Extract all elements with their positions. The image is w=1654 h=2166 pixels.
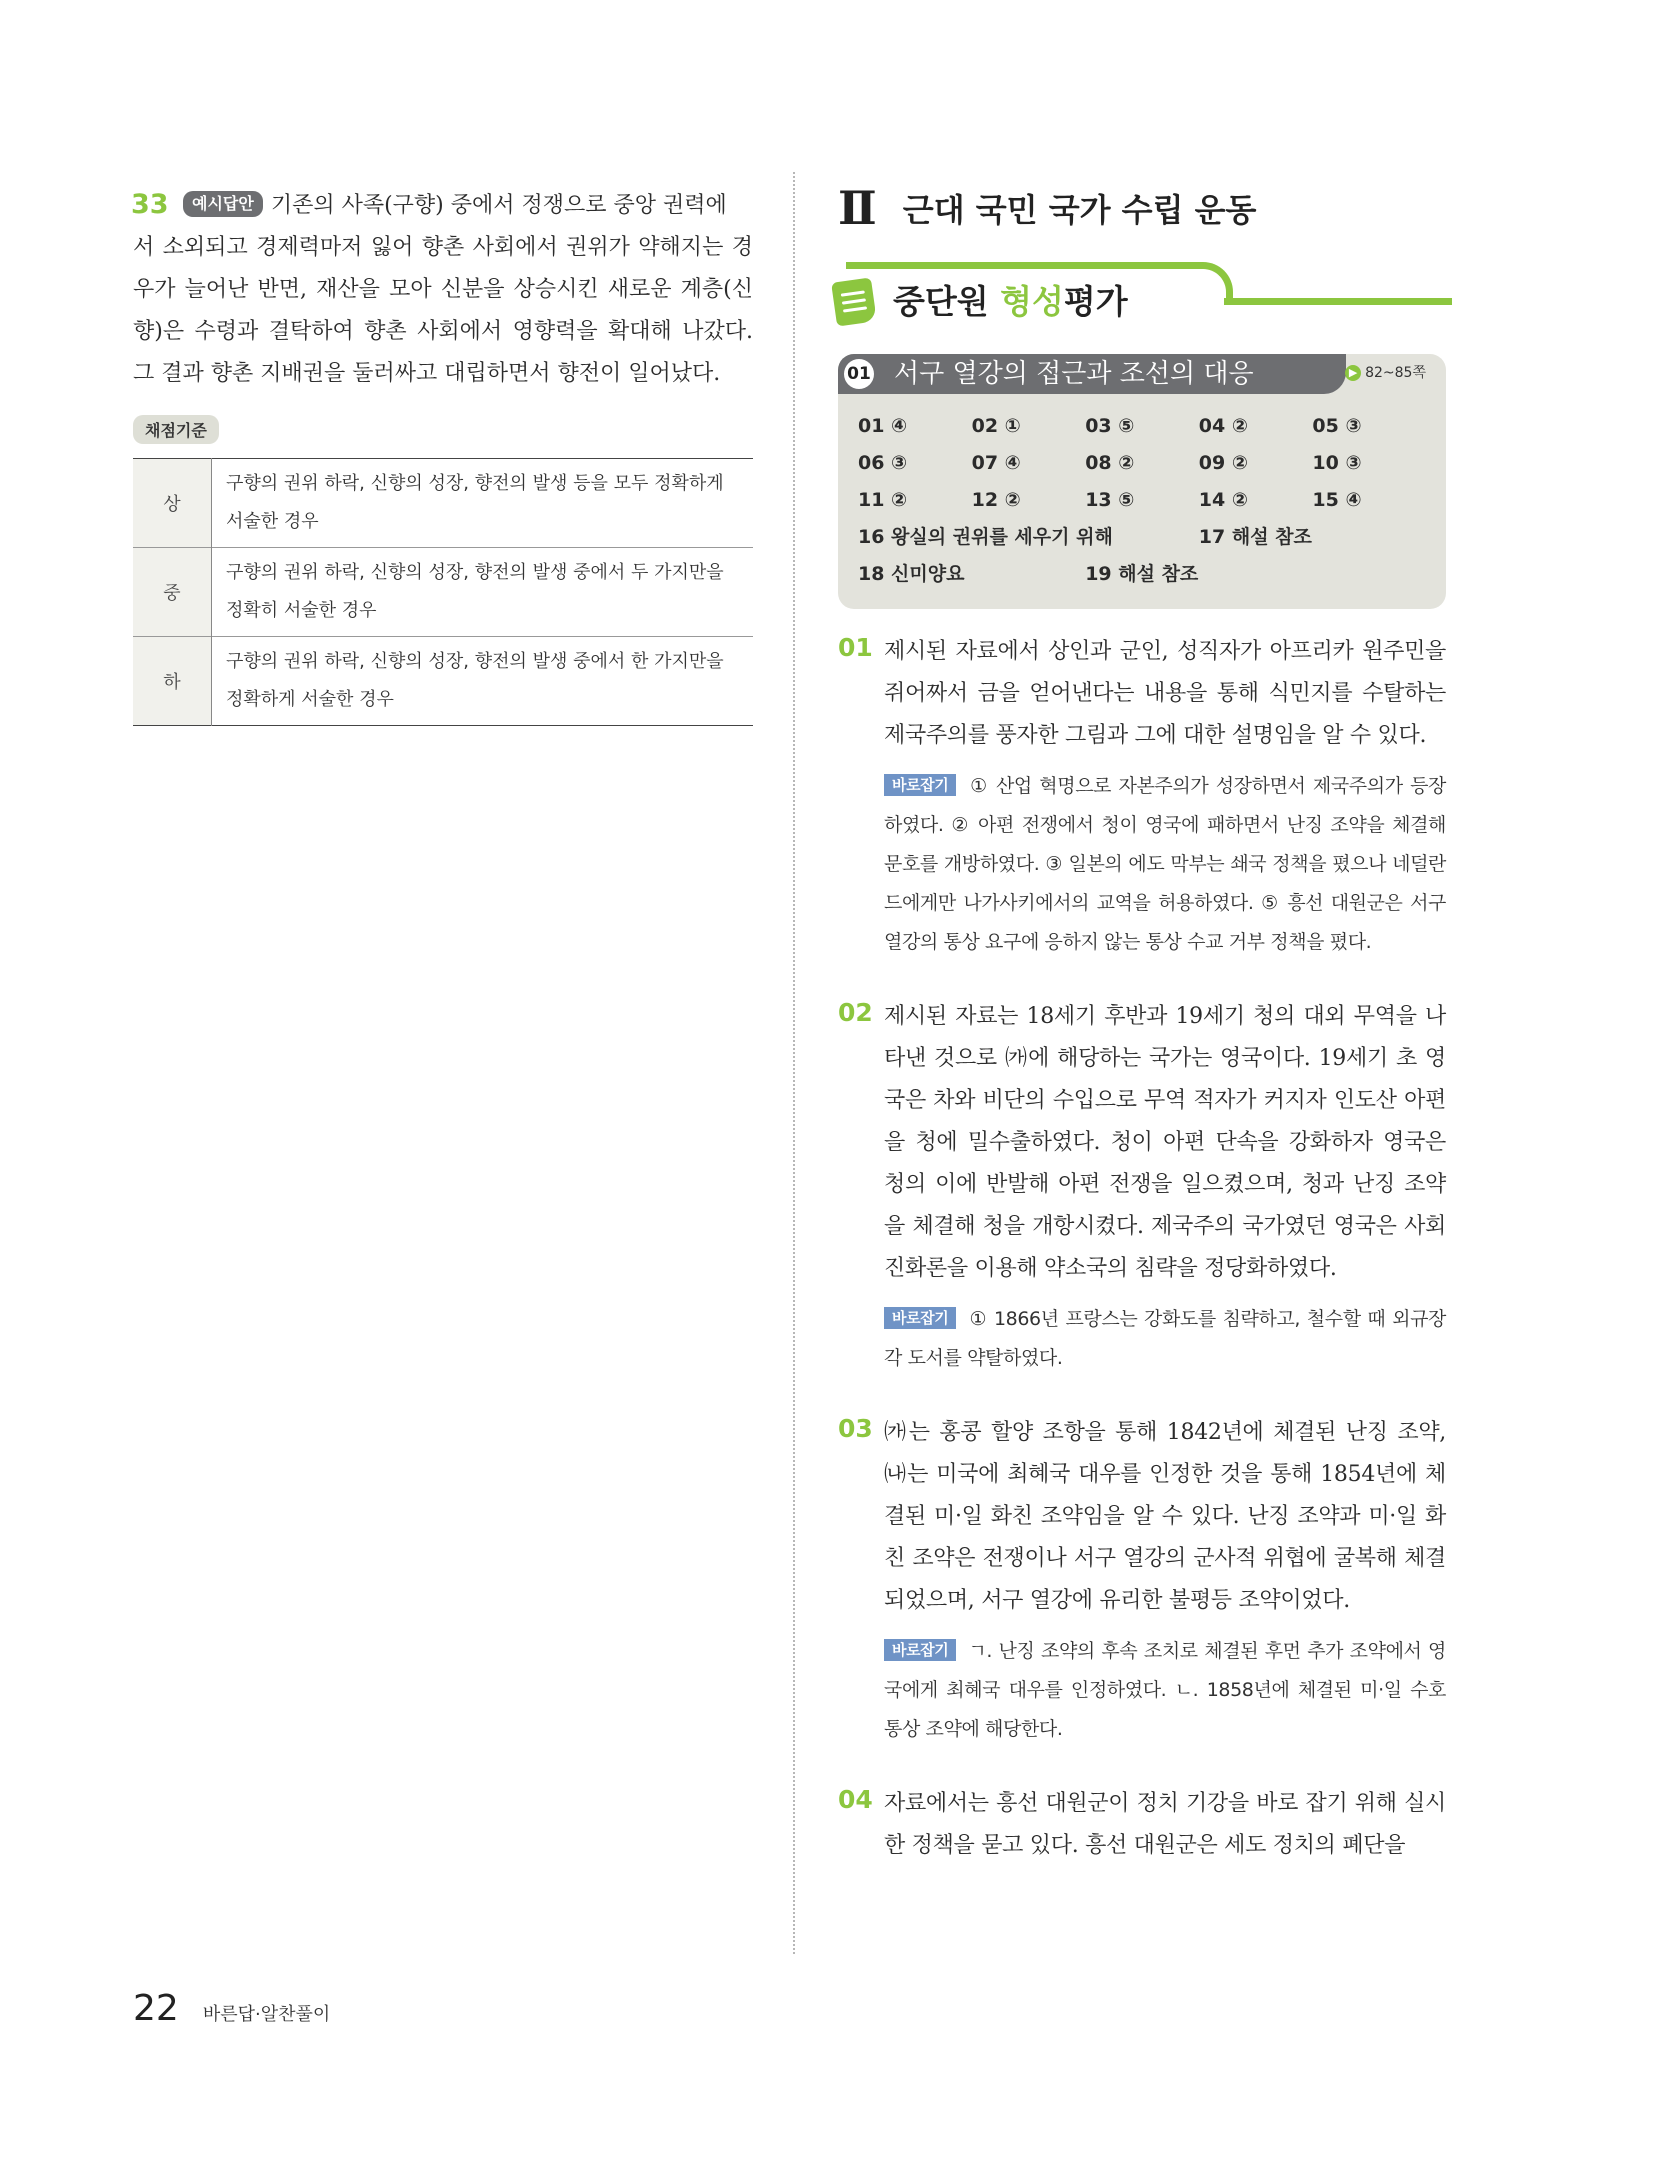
column-divider (793, 172, 795, 1954)
unit-name: 근대 국민 국가 수립 운동 (902, 191, 1257, 229)
correction-tag: 바로잡기 (884, 1639, 956, 1661)
criteria-desc: 구향의 권위 하락, 신향의 성장, 향전의 발생 중에서 한 가지만을 정확하게 서술한 경우 (226, 651, 724, 710)
answer-item: 16 왕실의 권위를 세우기 위해 (858, 526, 1113, 548)
correction-tag: 바로잡기 (884, 1307, 956, 1329)
explanation-04 (838, 1783, 1446, 1867)
section-heading (838, 262, 1446, 340)
criteria-level: 하 (133, 637, 212, 726)
criteria-desc: 구향의 권위 하락, 신향의 성장, 향전의 발생 등을 모두 정확하게 서술한 경우 (226, 473, 724, 532)
unit-numeral: Ⅱ (838, 181, 875, 235)
question-33 (133, 185, 753, 395)
subunit-title: 서구 열강의 접근과 조선의 대응 (894, 359, 1254, 389)
arrow-icon: ▶ (1345, 365, 1361, 381)
answer-item: 07 ④ (971, 452, 1021, 474)
example-answer-tag: 예시답안 (183, 191, 263, 217)
criteria-row (133, 459, 753, 548)
answer-grid (858, 408, 1426, 519)
explanation-number: 02 (838, 998, 873, 1027)
criteria-row (133, 637, 753, 726)
explanation-number: 04 (838, 1785, 873, 1814)
answer-item: 03 ⑤ (1085, 415, 1135, 437)
correction-note: 바로잡기 ① 산업 혁명으로 자본주의가 성장하면서 제국주의가 등장하였다. ② 아편 전쟁에서 청이 영국에 패하면서 난징 조약을 체결해 문호를 개방하였다. ③ 일본의 에도 막부는 쇄국 정책을 폈으나 네덜란드에게만 나가사키에서의 교역을 허용하였다. ⑤ 흥선 대원군은 서구 열강의 통상 요구에 응하지 않는 통상 수교 거부 정책을 폈다. (884, 775, 1446, 953)
explanation-text: 제시된 자료는 18세기 후반과 19세기 청의 대외 무역을 나타낸 것으로 ㈎에 해당하는 국가는 영국이다. 19세기 초 영국은 차와 비단의 수입으로 무역 적자가 커지자 인도산 아편을 청에 밀수출하였다. 청이 아편 단속을 강화하자 영국은 청의 이에 반발해 아편 전쟁을 일으켰으며, 청과 난징 조약을 체결해 청을 개항시켰다. 제국주의 국가였던 영국은 사회 진화론을 이용해 약소국의 침략을 정당화하였다. (884, 1004, 1446, 1281)
answer-item: 13 ⑤ (1085, 489, 1135, 511)
correction-tag: 바로잡기 (884, 774, 956, 796)
answer-item: 14 ② (1198, 489, 1248, 511)
section-frame-line (1224, 298, 1452, 305)
criteria-level: 중 (133, 548, 212, 637)
answer-item: 06 ③ (858, 452, 908, 474)
explanation-text: 제시된 자료에서 상인과 군인, 성직자가 아프리카 원주민을 쥐어짜서 금을 얻어낸다는 내용을 통해 식민지를 수탈하는 제국주의를 풍자한 그림과 그에 대한 설명임을 알 수 있다. (884, 639, 1446, 748)
right-column (838, 178, 1446, 1867)
explanation-text: ㈎는 홍콩 할양 조항을 통해 1842년에 체결된 난징 조약, ㈏는 미국에 최혜국 대우를 인정한 것을 통해 1854년에 체결된 미·일 화친 조약임을 알 수 있다. 난징 조약과 미·일 화친 조약은 전쟁이나 서구 열강의 군사적 위협에 굴복해 체결되었으며, 서구 열강에 유리한 불평등 조약이었다. (884, 1420, 1446, 1613)
page-number: 22 (133, 1988, 179, 2029)
unit-title (838, 178, 1446, 238)
explanation-01 (838, 631, 1446, 962)
page-reference: ▶ 82~85쪽 (1345, 362, 1426, 382)
answer-item: 10 ③ (1312, 452, 1362, 474)
answer-item: 09 ② (1198, 452, 1248, 474)
criteria-level: 상 (133, 459, 212, 548)
criteria-row (133, 548, 753, 637)
explanation-03 (838, 1412, 1446, 1749)
explanation-number: 01 (838, 633, 873, 662)
answer-text-rest: 서 소외되고 경제력마저 잃어 향촌 사회에서 권위가 약해지는 경우가 늘어난 반면, 재산을 모아 신분을 상승시킨 새로운 계층(신향)은 수령과 결탁하여 향촌 사회에서 영향력을 확대해 나갔다. 그 결과 향촌 지배권을 둘러싸고 대립하면서 향전이 일어났다. (133, 235, 753, 386)
answer-item: 17 해설 참조 (1198, 526, 1312, 548)
answer-item: 05 ③ (1312, 415, 1362, 437)
scoring-criteria-table (133, 458, 753, 726)
answer-text-first: 기존의 사족(구향) 중에서 정쟁으로 중앙 권력에 (270, 193, 727, 218)
book-title: 바른답·알찬풀이 (202, 2004, 331, 2025)
answer-item: 15 ④ (1312, 489, 1362, 511)
answer-item: 12 ② (971, 489, 1021, 511)
left-column (133, 185, 753, 726)
section-title: 중단원 형성평가 (893, 282, 1128, 321)
page-footer (133, 1988, 330, 2029)
correction-note: 바로잡기 ① 1866년 프랑스는 강화도를 침략하고, 철수할 때 외규장각 도서를 약탈하였다. (884, 1308, 1446, 1369)
scoring-criteria-tag: 채점기준 (133, 415, 219, 444)
answer-item: 08 ② (1085, 452, 1135, 474)
subunit-number: 01 (844, 359, 874, 389)
answer-box-header (838, 354, 1446, 398)
answer-item: 02 ① (971, 415, 1021, 437)
answer-item: 04 ② (1198, 415, 1248, 437)
answer-row (858, 519, 1426, 556)
correction-note: 바로잡기 ㄱ. 난징 조약의 후속 조치로 체결된 후먼 추가 조약에서 영국에게 최혜국 대우를 인정하였다. ㄴ. 1858년에 체결된 미·일 수호 통상 조약에 해당한다. (884, 1640, 1446, 1740)
notepad-icon (831, 277, 877, 326)
criteria-desc: 구향의 권위 하락, 신향의 성장, 향전의 발생 중에서 두 가지만을 정확히 서술한 경우 (226, 562, 724, 621)
question-number: 33 (131, 189, 169, 220)
answer-item: 18 신미양요 (858, 563, 965, 585)
answer-summary-box (838, 354, 1446, 609)
explanation-text: 자료에서는 흥선 대원군이 정치 기강을 바로 잡기 위해 실시한 정책을 묻고 있다. 흥선 대원군은 세도 정치의 폐단을 (884, 1791, 1446, 1858)
answer-item: 11 ② (858, 489, 908, 511)
explanation-02 (838, 996, 1446, 1378)
answer-row (858, 556, 1426, 593)
answer-item: 01 ④ (858, 415, 908, 437)
explanation-number: 03 (838, 1414, 873, 1443)
answer-item: 19 해설 참조 (1085, 563, 1199, 585)
